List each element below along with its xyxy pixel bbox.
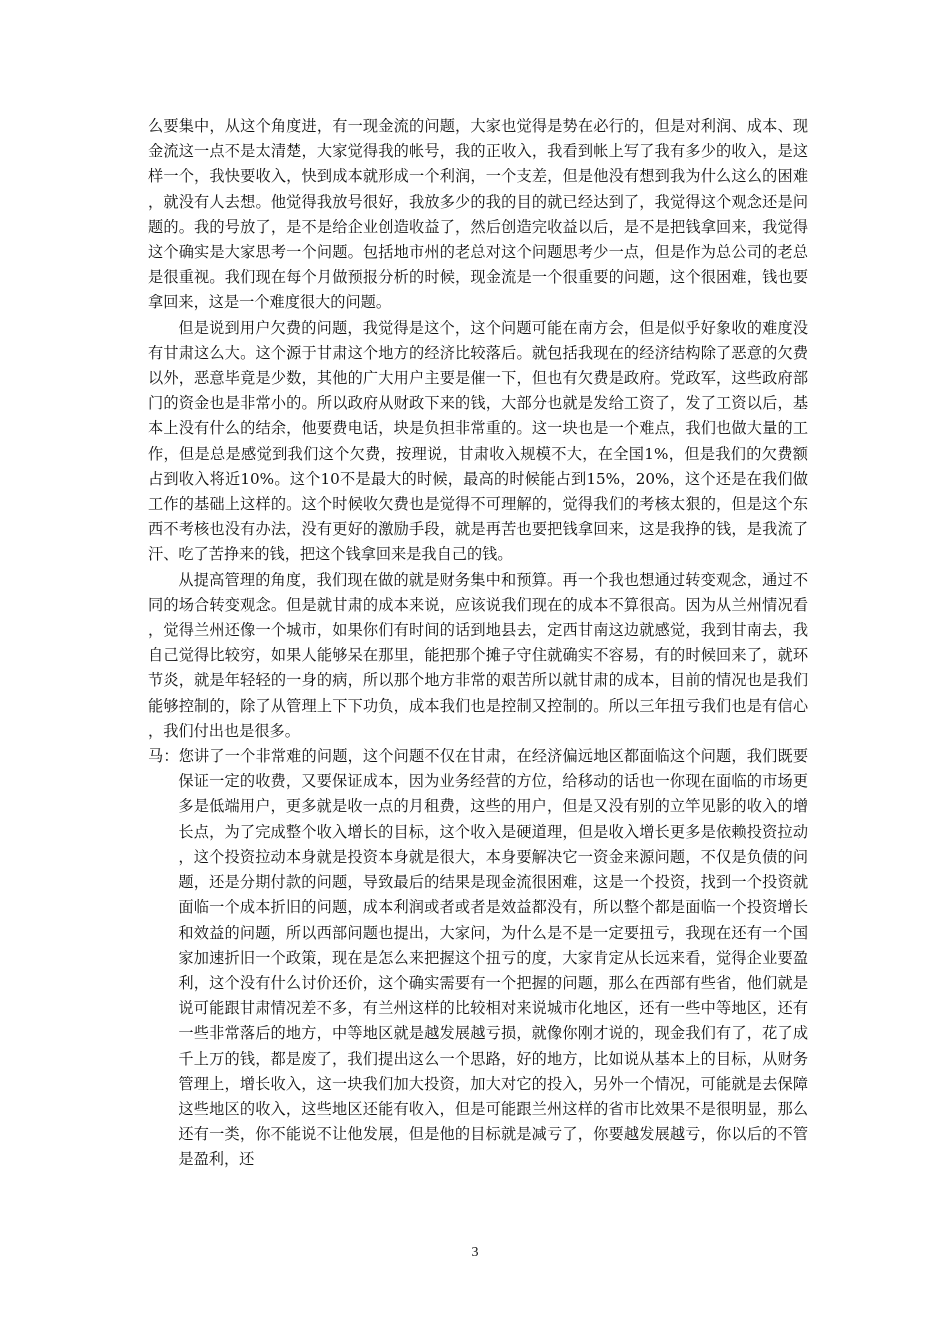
paragraph-user-arrears: 但是说到用户欠费的问题，我觉得是这个，这个问题可能在南方会，但是似乎好象收的难度没有甘肃这么大。这个源于甘肃这个地方的经济比较落后。就包括我现在的经济结构除了恶意的欠费以外，恶意毕竟是少数，其他的广大用户主要是催一下，但也有欠费是政府。党政军，这些政府部门的资金也是非常小的。所以政府从财政下来的钱，大部分也就是发给工资了，发了工资以后，基本上没有什么的结余，他要费电话，块是负担非常重的。这一块也是一个难点，我们也做大量的工作，但是总是感觉到我们这个欠费，按理说，甘肃收入规模不大，在全国1%，但是我们的欠费额占到收入将近10%。这个10不是最大的时候，最高的时候能占到15%，20%，这个还是在我们做工作的基础上这样的。这个时候收欠费也是觉得不可理解的，觉得我们的考核太狠的，但是这个东西不考核也没有办法，没有更好的激励手段，就是再苦也要把钱拿回来，这是我挣的钱，是我流了汗、吃了苦挣来的钱，把这个钱拿回来是我自己的钱。 <box>148 318 808 564</box>
page-number: 3 <box>471 1245 479 1260</box>
paragraph-continuation: 么要集中，从这个角度进，有一现金流的问题，大家也觉得是势在必行的，但是对利润、成本、现金流这一点不是太清楚，大家觉得我的帐号，我的正收入，我看到帐上写了我有多少的收入，是这样一个，我快要收入，快到成本就形成一个利润，一个支差，但是他没有想到我为什么这么的困难，就没有人去想。他觉得我放号很好，我放多少的我的目的就已经达到了，我觉得这个观念还是问题的。我的号放了，是不是给企业创造收益了，然后创造完收益以后，是不是把钱拿回来，我觉得这个确实是大家思考一个问题。包括地市州的老总对这个问题思考少一点，但是作为总公司的老总是很重视。我们现在每个月做预报分析的时候，现金流是一个很重要的问题，这个很困难，钱也要拿回来，这是一个难度很大的问题。 <box>148 117 808 312</box>
paragraph-ma-speaker: 马：您讲了一个非常难的问题，这个问题不仅在甘肃，在经济偏远地区都面临这个问题，我们既要保证一定的收费，又要保证成本，因为业务经营的方位，给移动的话也一你现在面临的市场更多是低端用户，更多就是收一点的月租费，这些的用户，但是又没有别的立竿见影的收入的增长点，为了完成整个收入增长的目标，这个收入是硬道理，但是收入增长更多是依赖投资拉动，这个投资拉动本身就是投资本身就是很大，本身要解决它一资金来源问题，不仅是负债的问题，还是分期付款的问题，导致最后的结果是现金流很困难，这是一个投资，找到一个投资就面临一个成本折旧的问题，成本利润或者或者是效益都没有，所以整个都是面临一个投资增长和效益的问题，所以西部问题也提出，大家问，为什么是不是一定要扭亏，我现在还有一个国家加速折旧一个政策，现在是怎么来把握这个扭亏的度，大家肯定从长远来看，觉得企业要盈利，这个没有什么讨价还价，这个确实需要有一个把握的问题，那么在西部有些省，他们就是说可能跟甘肃情况差不多，有兰州这样的比较相对来说城市化地区，还有一些中等地区，还有一些非常落后的地方，中等地区就是越发展越亏损，就像你刚才说的，现金我们有了，花了成千上万的钱，都是废了，我们提出这么一个思路，好的地方，比如说从基本上的目标，从财务管理上，增长收入，这一块我们加大投资，加大对它的投入，另外一个情况，可能就是去保障这些地区的收入，这些地区还能有收入，但是可能跟兰州这样的省市比效果不是很明显，那么还有一类，你不能说不让他发展，但是他的目标就是减亏了，你要越发展越亏，你以后的不管是盈利，还 <box>148 747 808 1169</box>
paragraph-management-cost: 从提高管理的角度，我们现在做的就是财务集中和预算。再一个我也想通过转变观念，通过不同的场合转变观念。但是就甘肃的成本来说，应该说我们现在的成本不算很高。因为从兰州情况看，觉得兰州还像一个城市，如果你们有时间的话到地县去，定西甘南这边就感觉，我到甘南去，我自己觉得比较穷，如果人能够呆在那里，能把那个摊子守住就确实不容易，有的时候回来了，就环节炎，就是年轻轻的一身的病，所以那个地方非常的艰苦所以就甘肃的成本，目前的情况也是我们能够控制的，除了从管理上下下功负，成本我们也是控制又控制的。所以三年扭亏我们也是有信心，我们付出也是很多。 <box>148 570 808 740</box>
body-text <box>148 114 808 1173</box>
